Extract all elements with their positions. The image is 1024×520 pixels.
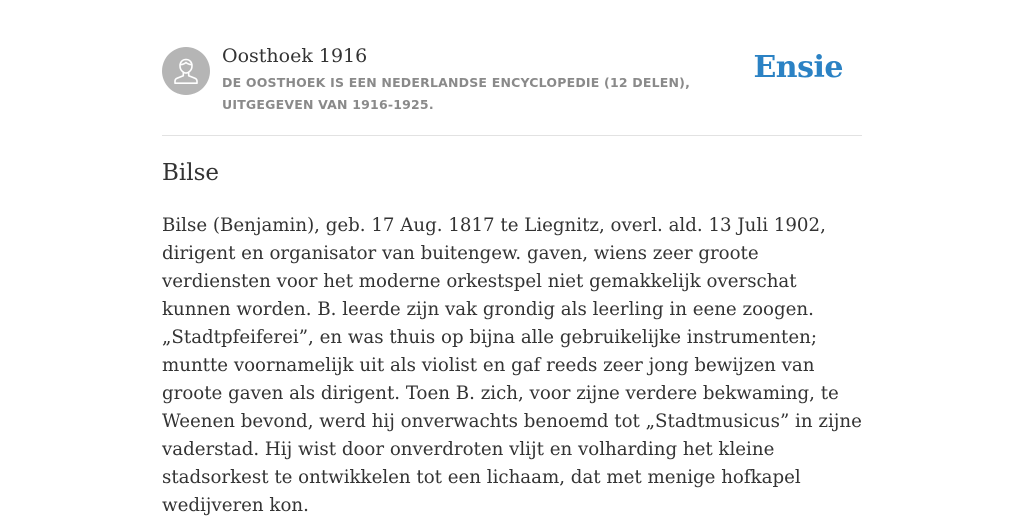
avatar[interactable] [162,47,210,95]
entry-title: Bilse [162,160,220,186]
article-container [162,0,862,516]
source-description: DE OOSTHOEK IS EEN NEDERLANDSE ENCYCLOPEDIE (12 DELEN), UITGEGEVEN VAN 1916-1925. [222,75,691,112]
source-header [162,0,862,136]
entry-body: Bilse (Benjamin), geb. 17 Aug. 1817 te Liegnitz, overl. ald. 13 Juli 1902, dirigent en organisator van buitengew. gaven, wiens zeer groote verdiensten voor het moderne orkestspel niet gemakkelijk overschat kunnen worden. B. leerde zijn vak grondig als leerling in eene zoogen. „Stadtpfeiferei”, en was thuis op bijna alle gebruikelijke instrumenten; muntte voornamelijk uit als violist en gaf reeds zeer jong bewijzen van groote gaven als dirigent. Toen B. zich, voor zijne verdere bekwaming, te Weenen bevond, werd hij onverwachts benoemd tot „Stadtmusicus” in zijne vaderstad. Hij wist door onverdroten vlijt en volharding het kleine stadsorkest te ontwikkelen tot een lichaam, dat met menige hofkapel wedijveren kon. [162,215,862,516]
user-silhouette-icon [162,47,210,95]
source-title[interactable]: Oosthoek 1916 [222,45,368,67]
brand-logo[interactable]: Ensie [753,50,843,85]
